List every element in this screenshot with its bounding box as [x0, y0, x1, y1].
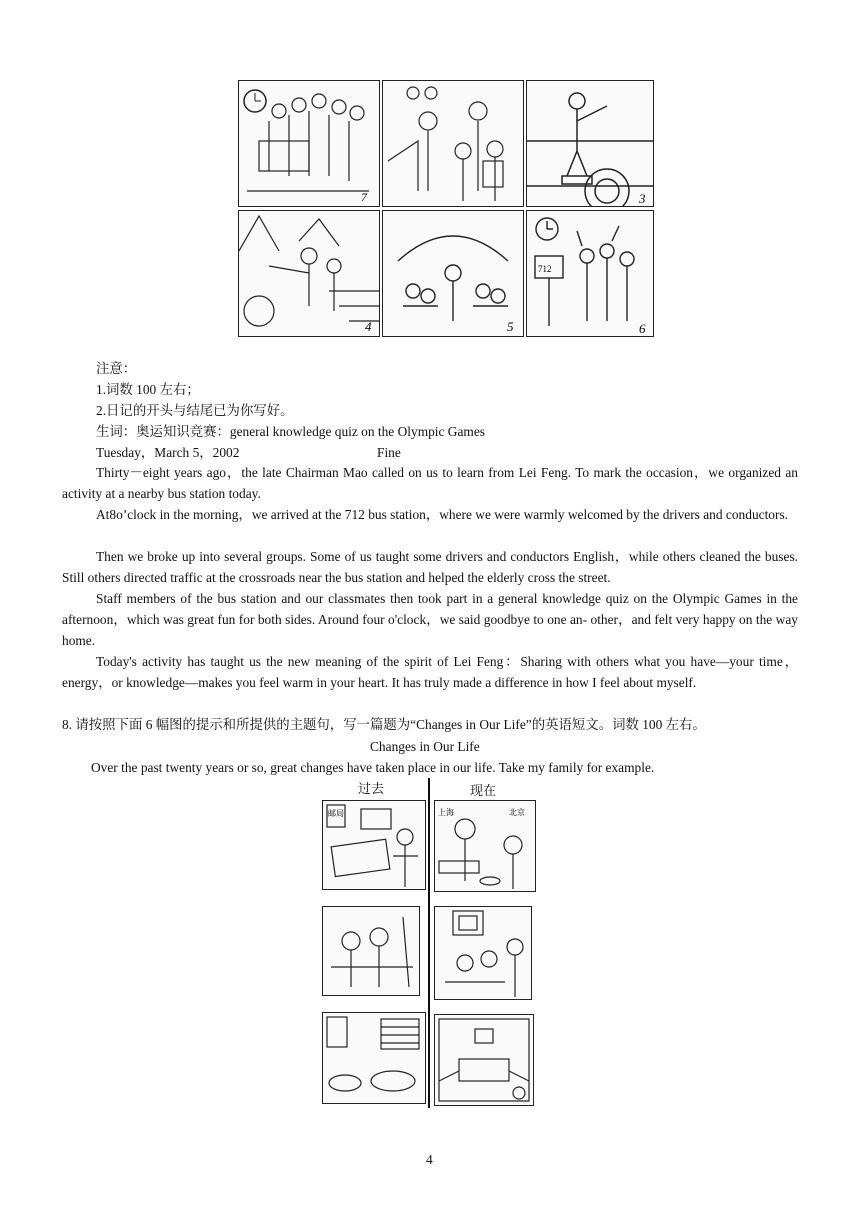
family-talking-illustration — [323, 907, 419, 995]
svg-text:5: 5 — [507, 319, 514, 334]
past-panel-room — [322, 1012, 426, 1104]
picture-panel-6 — [526, 210, 654, 337]
svg-text:邮局: 邮局 — [328, 809, 344, 818]
notes-item-2: 2.日记的开头与结尾已为你写好。 — [96, 403, 294, 418]
now-panel-room — [434, 1014, 534, 1106]
picture-panel-4 — [238, 210, 380, 337]
svg-text:上海: 上海 — [438, 808, 454, 817]
now-panel-phone — [434, 800, 536, 892]
old-room-illustration — [323, 1013, 425, 1103]
family-watching-tv-illustration — [435, 907, 531, 999]
past-label: 过去 — [358, 781, 385, 796]
svg-text:6: 6 — [639, 321, 646, 336]
svg-text:3: 3 — [639, 191, 646, 206]
diary-paragraph-5: Today's activity has taught us the new meaning of the spirit of Lei Feng：Sharing with others what you have—your time，energy，or knowledge—makes you feel warm in your heart. It has truly made a difference in how I feel about myself. — [62, 654, 798, 690]
past-now-divider — [428, 778, 430, 1108]
diary-paragraph-2: At8o’clock in the morning，we arrived at the 712 bus station，where we were warmly welcomed by the drivers and conductors. — [96, 507, 789, 522]
essay-title: Changes in Our Life — [370, 739, 480, 754]
svg-text:712: 712 — [538, 264, 552, 274]
page-number: 4 — [426, 1152, 433, 1167]
picture-panel-5 — [382, 210, 524, 337]
cleaning-bus-illustration — [527, 81, 653, 206]
bus-interior-english-illustration — [383, 81, 523, 206]
topic-sentence: Over the past twenty years or so, great changes have taken place in our life. Take my family for example. — [91, 760, 655, 775]
picture-panel-2 — [382, 80, 524, 207]
classroom-gift-illustration — [239, 81, 379, 206]
svg-text:北京: 北京 — [509, 808, 525, 817]
telephone-call-illustration — [435, 801, 535, 891]
diary-paragraph-3: Then we broke up into several groups. Some of us taught some drivers and conductors English，while others cleaned the buses. Still others directed traffic at the crossroads near the bus station and helped the elderly cross the street. — [62, 549, 798, 585]
diary-date: Tuesday，March 5，2002 — [96, 445, 240, 460]
olympic-quiz-illustration — [383, 211, 523, 336]
notes-item-1: 1.词数 100 左右； — [96, 382, 200, 397]
picture-panel-3 — [526, 80, 654, 207]
notes-heading: 注意： — [96, 361, 137, 376]
modern-room-illustration — [435, 1015, 533, 1105]
diary-paragraph-4: Staff members of the bus station and our classmates then took part in a general knowledge quiz on the Olympic Games in the afternoon，which was great fun for both sides. Around four o'clock，we said goodbye to one an- other，and felt very happy on the way home. — [62, 591, 798, 648]
now-label: 现在 — [470, 783, 497, 798]
now-panel-tv — [434, 906, 532, 1000]
question-8-prompt: 8. 请按照下面 6 幅图的提示和所提供的主题句，写一篇题为“Changes in Our Life”的英语短文。词数 100 左右。 — [62, 717, 706, 732]
past-panel-letter — [322, 800, 426, 890]
post-office-letter-illustration — [323, 801, 425, 889]
picture-panel-1 — [238, 80, 380, 207]
bus-stop-farewell-illustration — [527, 211, 653, 336]
past-panel-family — [322, 906, 420, 996]
svg-text:4: 4 — [365, 319, 372, 334]
svg-text:7: 7 — [361, 190, 367, 204]
directing-traffic-illustration — [239, 211, 379, 336]
diary-weather: Fine — [377, 445, 401, 460]
notes-vocab: 生词：奥运知识竞赛：general knowledge quiz on the Olympic Games — [96, 424, 485, 439]
diary-paragraph-1: Thirty－eight years ago，the late Chairman Mao called on us to learn from Lei Feng. To mark the occasion，we organized an activity at a nearby bus station today. — [62, 465, 798, 501]
